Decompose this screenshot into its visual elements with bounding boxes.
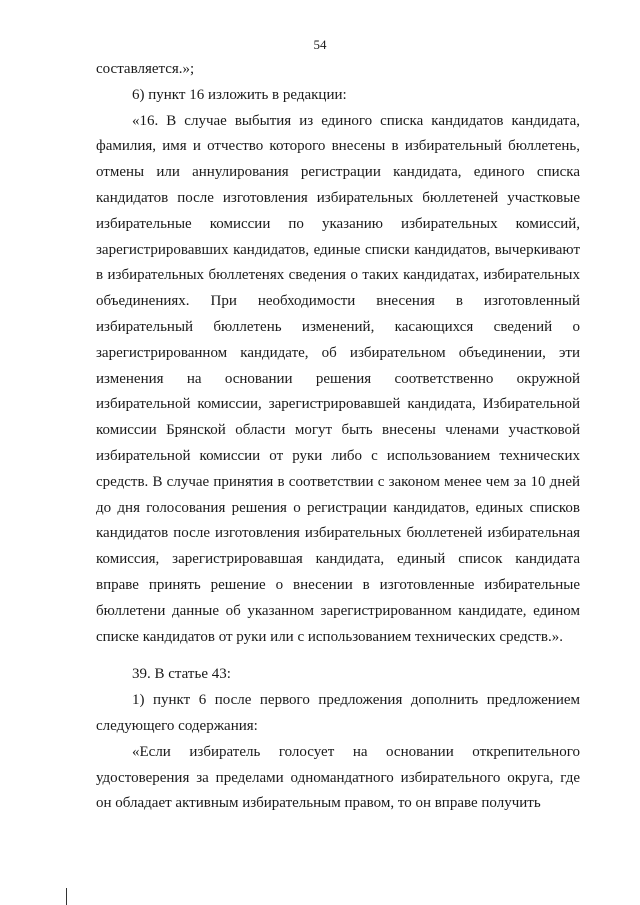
page-number: 54 bbox=[313, 37, 327, 52]
paragraph-article-39: 39. В статье 43: bbox=[132, 666, 231, 683]
paragraph-item-1: 1) пункт 6 после первого предложения дополнить предложением следующего содержания: bbox=[96, 692, 580, 734]
document-body bbox=[96, 57, 580, 817]
paragraph-spacer bbox=[96, 650, 580, 662]
margin-mark bbox=[66, 888, 67, 905]
paragraph-quoted-clause-16: «16. В случае выбытия из единого списка кандидатов кандидата, фамилия, имя и отчество которого внесены в избирательный бюллетень, отмены или аннулирования регистрации кандидата, единого списка кандидатов после изготовления избирательных бюллетеней участковые избирательные комиссии по указанию избирательных комиссий, зарегистрировавших кандидатов, единые списки кандидатов, вычеркивают в избирательных бюллетенях сведения о таких кандидатах, избирательных объединениях. При необходимости внесения в изготовленный избирательный бюллетень изменений, касающихся сведений о зарегистрированном кандидате, об избирательном объединении, эти изменения на основании решения соответственно окружной избирательной комиссии, зарегистрировавшей кандидата, Избирательной комиссии Брянской области могут быть внесены членами участковой избирательной комиссии от руки либо с использованием технических средств. В случае принятия в соответствии с законом менее чем за 10 дней до дня голосования решения о регистрации кандидатов, единых списков кандидатов после изготовления избирательных бюллетеней избирательная комиссия, зарегистрировавшая кандидата, единый список кандидата вправе принять решение о внесении в изготовленные избирательные бюллетени данные об указанном зарегистрированном кандидате, едином списке кандидатов от руки или с использованием технических средств.». bbox=[96, 112, 580, 645]
paragraph-quoted-insertion: «Если избиратель голосует на основании открепительного удостоверения за пределами одномандатного избирательного округа, где он обладает активным избирательным правом, то он вправе получить bbox=[96, 743, 580, 812]
paragraph-item-6: 6) пункт 16 изложить в редакции: bbox=[132, 86, 347, 103]
paragraph-continuation: составляется.»; bbox=[96, 61, 195, 77]
